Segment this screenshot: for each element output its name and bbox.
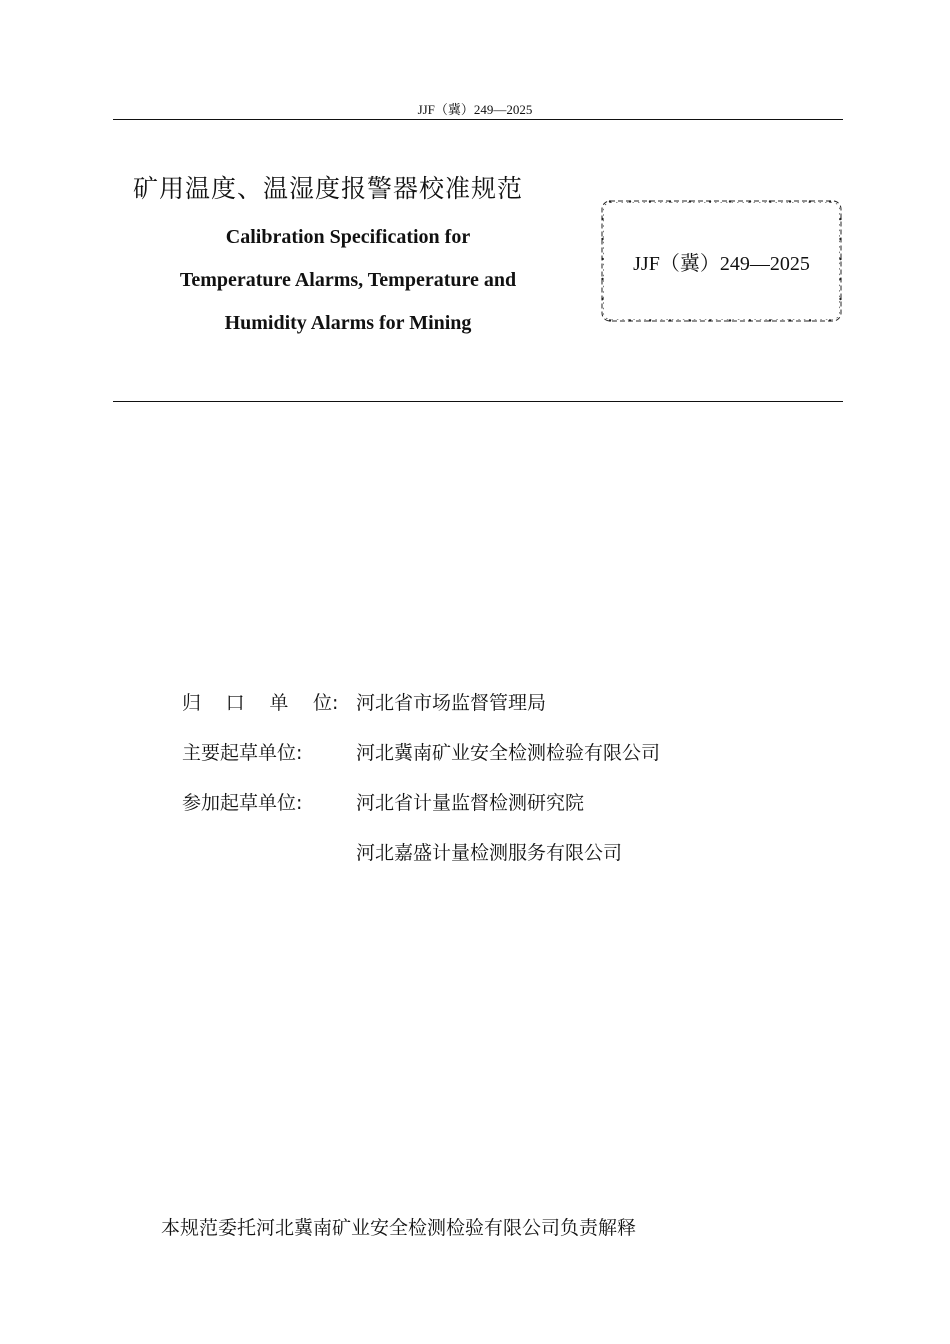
org-value-main-drafter: 河北冀南矿业安全检测检验有限公司 [356,742,661,764]
title-chinese: 矿用温度、温湿度报警器校准规范 [133,174,524,203]
title-english-line-3: Humidity Alarms for Mining [224,312,472,334]
code-box [600,199,843,323]
org-value-participating-1: 河北省计量监督检测研究院 [356,792,585,814]
title-english-line-2: Temperature Alarms, Temperature and [179,269,517,291]
title-english-line-1: Calibration Specification for [225,226,471,248]
org-value-participating-2: 河北嘉盛计量检测服务有限公司 [356,842,623,864]
section-rule [113,401,843,402]
standard-code: JJF（冀）249—2025 [633,253,810,275]
org-label-participating-drafters: 参加起草单位: [182,792,303,814]
org-label-responsible: 归 口 单 位 : [182,692,339,714]
org-value-responsible: 河北省市场监督管理局 [356,692,547,714]
org-label-main-drafter: 主要起草单位: [182,742,303,764]
header-code: JJF（冀）249—2025 [417,102,533,117]
organization-block [182,688,660,888]
footer-note: 本规范委托河北冀南矿业安全检测检验有限公司负责解释 [161,1217,637,1239]
org-row-main-drafter [182,738,660,788]
org-row-participating-drafters [182,788,660,888]
org-row-responsible [182,688,660,738]
header-rule [113,119,843,120]
title-english [113,216,583,345]
